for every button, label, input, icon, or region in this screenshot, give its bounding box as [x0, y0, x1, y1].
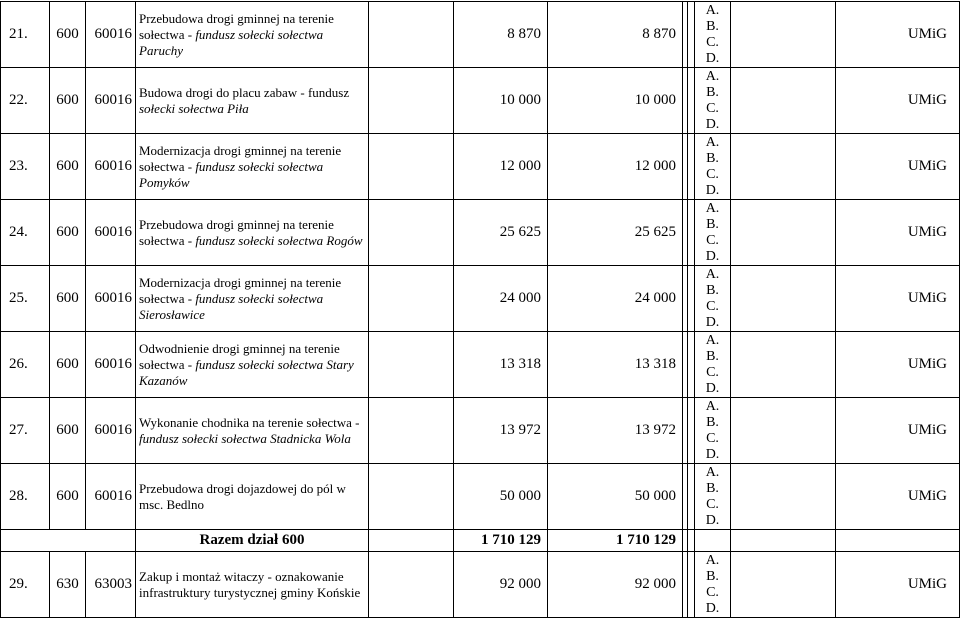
funding-code: D. — [705, 315, 720, 330]
funding-code: B. — [706, 349, 719, 364]
row-number: 22. — [1, 68, 50, 134]
executing-unit: UMiG — [836, 134, 960, 200]
task-description-text: Modernizacja drogi gminnej na terenie sołectwa - — [139, 274, 342, 306]
task-description — [136, 552, 369, 618]
task-description — [136, 266, 369, 332]
task-fund-text: fundusz sołecki sołectwa Stadnicka Wola — [139, 430, 351, 446]
task-fund-text: sołecki sołectwa Piła — [139, 100, 249, 116]
task-description — [136, 464, 369, 530]
rozdzial-code: 63003 — [86, 552, 136, 618]
summary-row — [1, 530, 960, 552]
executing-unit: UMiG — [836, 398, 960, 464]
table-row — [1, 464, 960, 530]
task-description-text: Przebudowa drogi gminnej na terenie sołectwa - — [139, 10, 334, 42]
funding-code: A. — [705, 399, 720, 414]
executing-unit: UMiG — [836, 552, 960, 618]
expense-amount: 13 972 — [548, 398, 683, 464]
funding-code: A. — [705, 69, 720, 84]
funding-source-codes — [695, 552, 731, 618]
executing-unit: UMiG — [836, 464, 960, 530]
expense-amount: 24 000 — [548, 266, 683, 332]
empty-cell — [688, 266, 695, 332]
summary-label: Razem dział 600 — [136, 530, 369, 552]
empty-cell — [731, 2, 836, 68]
empty-cell — [369, 398, 454, 464]
empty-cell — [688, 2, 695, 68]
dzial-code: 600 — [50, 68, 86, 134]
row-number: 28. — [1, 464, 50, 530]
empty-cell — [688, 398, 695, 464]
empty-cell — [369, 332, 454, 398]
funding-code: D. — [705, 249, 720, 264]
rozdzial-code: 60016 — [86, 2, 136, 68]
dzial-code: 600 — [50, 266, 86, 332]
funding-code: A. — [705, 465, 720, 480]
table-row — [1, 134, 960, 200]
dzial-code: 630 — [50, 552, 86, 618]
rozdzial-code: 60016 — [86, 200, 136, 266]
funding-code: B. — [706, 19, 719, 34]
funding-code: C. — [706, 365, 719, 380]
funding-source-codes — [695, 332, 731, 398]
funding-code: B. — [706, 85, 719, 100]
empty-cell — [731, 552, 836, 618]
funding-source-codes — [695, 134, 731, 200]
expense-amount: 8 870 — [548, 2, 683, 68]
executing-unit: UMiG — [836, 332, 960, 398]
planned-amount: 10 000 — [454, 68, 548, 134]
planned-amount: 13 972 — [454, 398, 548, 464]
table-row — [1, 200, 960, 266]
funding-code: A. — [705, 135, 720, 150]
funding-code: A. — [705, 553, 720, 568]
funding-code: C. — [706, 431, 719, 446]
funding-code: D. — [705, 51, 720, 66]
empty-cell — [688, 200, 695, 266]
empty-cell — [731, 134, 836, 200]
empty-cell — [688, 530, 695, 552]
empty-cell — [731, 530, 836, 552]
empty-cell — [369, 134, 454, 200]
empty-cell — [688, 68, 695, 134]
expense-amount: 25 625 — [548, 200, 683, 266]
executing-unit: UMiG — [836, 266, 960, 332]
empty-cell — [369, 68, 454, 134]
row-number: 24. — [1, 200, 50, 266]
empty-cell — [1, 530, 136, 552]
task-description-text: Przebudowa drogi dojazdowej do pól w msc. Bedlno — [139, 480, 346, 512]
task-fund-text: fundusz sołecki sołectwa Stary Kazanów — [139, 356, 354, 388]
empty-cell — [731, 464, 836, 530]
empty-cell — [369, 530, 454, 552]
row-number: 29. — [1, 552, 50, 618]
funding-code: B. — [706, 151, 719, 166]
executing-unit: UMiG — [836, 2, 960, 68]
funding-code: C. — [706, 101, 719, 116]
rozdzial-code: 60016 — [86, 332, 136, 398]
funding-code: B. — [706, 415, 719, 430]
empty-cell — [731, 398, 836, 464]
dzial-code: 600 — [50, 134, 86, 200]
empty-cell — [369, 464, 454, 530]
planned-amount: 12 000 — [454, 134, 548, 200]
funding-code: A. — [705, 3, 720, 18]
row-number: 21. — [1, 2, 50, 68]
table-row — [1, 398, 960, 464]
rozdzial-code: 60016 — [86, 266, 136, 332]
dzial-code: 600 — [50, 398, 86, 464]
planned-amount: 8 870 — [454, 2, 548, 68]
task-description — [136, 332, 369, 398]
row-number: 23. — [1, 134, 50, 200]
executing-unit: UMiG — [836, 68, 960, 134]
funding-code: D. — [705, 513, 720, 528]
dzial-code: 600 — [50, 2, 86, 68]
funding-code: D. — [705, 183, 720, 198]
funding-code: B. — [706, 481, 719, 496]
row-number: 27. — [1, 398, 50, 464]
dzial-code: 600 — [50, 464, 86, 530]
funding-code: C. — [706, 585, 719, 600]
funding-code: C. — [706, 35, 719, 50]
expense-amount: 12 000 — [548, 134, 683, 200]
table-row — [1, 332, 960, 398]
rozdzial-code: 60016 — [86, 68, 136, 134]
planned-amount: 25 625 — [454, 200, 548, 266]
dzial-code: 600 — [50, 200, 86, 266]
empty-cell — [731, 200, 836, 266]
table-row — [1, 552, 960, 618]
empty-cell — [369, 2, 454, 68]
funding-source-codes — [695, 68, 731, 134]
task-description — [136, 2, 369, 68]
rozdzial-code: 60016 — [86, 464, 136, 530]
funding-code: A. — [705, 333, 720, 348]
funding-source-codes — [695, 2, 731, 68]
funding-code: C. — [706, 299, 719, 314]
funding-code: D. — [705, 601, 720, 616]
table-row — [1, 68, 960, 134]
empty-cell — [688, 332, 695, 398]
task-description-text: Odwodnienie drogi gminnej na terenie sołectwa - — [139, 340, 340, 372]
row-number: 26. — [1, 332, 50, 398]
rozdzial-code: 60016 — [86, 398, 136, 464]
task-description — [136, 68, 369, 134]
planned-amount: 50 000 — [454, 464, 548, 530]
planned-amount: 24 000 — [454, 266, 548, 332]
empty-cell — [369, 200, 454, 266]
funding-source-codes — [695, 464, 731, 530]
funding-code: D. — [705, 381, 720, 396]
empty-cell — [731, 68, 836, 134]
executing-unit: UMiG — [836, 200, 960, 266]
task-description-text: Modernizacja drogi gminnej na terenie sołectwa - — [139, 142, 342, 174]
empty-cell — [836, 530, 960, 552]
rozdzial-code: 60016 — [86, 134, 136, 200]
task-description-text: Wykonanie chodnika na terenie sołectwa - — [139, 414, 360, 430]
empty-cell — [731, 266, 836, 332]
planned-amount: 13 318 — [454, 332, 548, 398]
funding-code: D. — [705, 447, 720, 462]
funding-code: A. — [705, 267, 720, 282]
funding-source-codes — [695, 266, 731, 332]
expense-amount: 10 000 — [548, 68, 683, 134]
expense-amount: 92 000 — [548, 552, 683, 618]
funding-code: B. — [706, 283, 719, 298]
task-fund-text: fundusz sołecki sołectwa Sierosławice — [139, 290, 324, 322]
empty-cell — [369, 552, 454, 618]
planned-amount: 92 000 — [454, 552, 548, 618]
funding-source-codes — [695, 200, 731, 266]
task-fund-text: fundusz sołecki sołectwa Rogów — [195, 232, 363, 248]
task-description-text: Zakup i montaż witaczy - oznakowanie infrastruktury turystycznej gminy Końskie — [139, 568, 361, 600]
task-fund-text: fundusz sołecki sołectwa Paruchy — [139, 26, 324, 58]
empty-cell — [688, 464, 695, 530]
funding-code: C. — [706, 233, 719, 248]
funding-code: D. — [705, 117, 720, 132]
funding-code: B. — [706, 569, 719, 584]
empty-cell — [688, 134, 695, 200]
summary-plan: 1 710 129 — [454, 530, 548, 552]
expense-amount: 13 318 — [548, 332, 683, 398]
empty-cell — [695, 530, 731, 552]
table-row — [1, 2, 960, 68]
empty-cell — [369, 266, 454, 332]
funding-source-codes — [695, 398, 731, 464]
dzial-code: 600 — [50, 332, 86, 398]
task-description — [136, 200, 369, 266]
empty-cell — [731, 332, 836, 398]
expense-amount: 50 000 — [548, 464, 683, 530]
task-description-text: Budowa drogi do placu zabaw - fundusz — [139, 84, 350, 100]
task-description — [136, 134, 369, 200]
task-fund-text: fundusz sołecki sołectwa Pomyków — [139, 158, 324, 190]
task-description — [136, 398, 369, 464]
funding-code: C. — [706, 497, 719, 512]
funding-code: A. — [705, 201, 720, 216]
table-row — [1, 266, 960, 332]
task-description-text: Przebudowa drogi gminnej na terenie sołectwa - — [139, 216, 334, 248]
funding-code: C. — [706, 167, 719, 182]
investment-table — [0, 1, 960, 618]
funding-code: B. — [706, 217, 719, 232]
empty-cell — [688, 552, 695, 618]
summary-expenses: 1 710 129 — [548, 530, 683, 552]
row-number: 25. — [1, 266, 50, 332]
